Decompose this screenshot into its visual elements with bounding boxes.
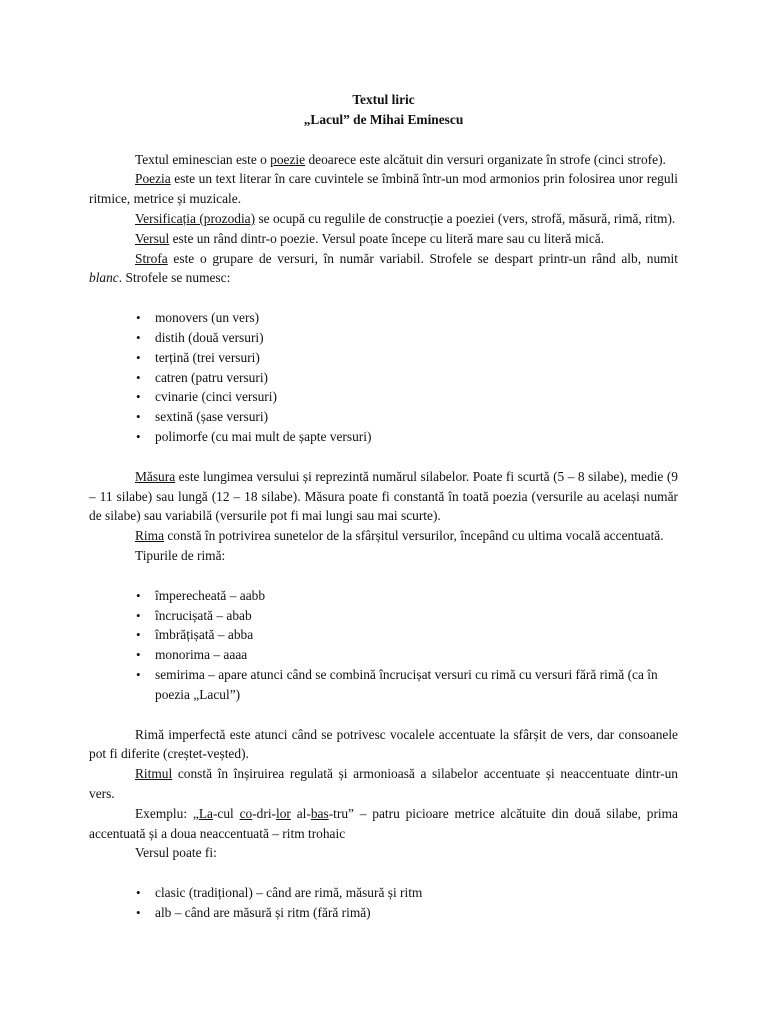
text: este un rând dintr-o poezie. Versul poate începe cu literă mare sau cu literă mică. xyxy=(169,230,605,246)
stressed-syllable: co xyxy=(239,805,253,821)
text: deoarece este alcătuit din versuri organizate în strofe (cinci strofe). xyxy=(305,151,666,167)
list-item: • polimorfe (cu mai mult de șapte versuri) xyxy=(89,427,678,447)
paragraph-ritmul xyxy=(89,764,678,804)
text: al- xyxy=(290,805,311,821)
document-page xyxy=(89,90,678,923)
term-versificatia: Versificația (prozodia) xyxy=(135,210,256,226)
label-versul-poate-fi: Versul poate fi: xyxy=(135,845,217,861)
stressed-syllable: La xyxy=(198,805,213,821)
label-tipuri-rima: Tipurile de rimă: xyxy=(135,547,226,563)
term-poezia: Poezia xyxy=(135,171,171,187)
text: -cul xyxy=(212,805,240,821)
text: constă în înșiruirea regulată și armonioasă a silabelor accentuate și neaccentuate dintr-un vers. xyxy=(89,766,678,801)
text: este un text literar în care cuvintele se îmbină într-un mod armonios prin folosirea unor reguli ritmice, metrice și muzicale. xyxy=(89,171,678,207)
term-ritmul: Ritmul xyxy=(135,766,173,782)
paragraph-versificatia xyxy=(89,209,678,229)
term-rima: Rima xyxy=(135,528,165,544)
paragraph-rima-imperfecta: Rimă imperfectă este atunci când se potrivesc vocalele accentuate la sfârșit de vers, dar consoanele pot fi diferite (creștet-veșted). xyxy=(89,726,678,762)
text: -tru” – patru picioare metrice alcătuite din două silabe, prima accentuată și a doua neaccentuată – ritm trohaic xyxy=(89,805,678,841)
paragraph-poezie xyxy=(89,150,678,170)
strofe-list xyxy=(89,308,678,447)
document-subtitle: „Lacul” de Mihai Eminescu xyxy=(303,111,464,127)
term-versul: Versul xyxy=(135,230,170,246)
term-blanc: blanc xyxy=(89,270,119,286)
document-title: Textul liric xyxy=(352,92,415,107)
list-item: • cvinarie (cinci versuri) xyxy=(89,387,678,407)
term-strofa: Strofa xyxy=(135,250,168,266)
rime-list xyxy=(89,586,678,705)
text: Exemplu: „ xyxy=(135,805,199,821)
text: . Strofele se numesc: xyxy=(118,270,231,286)
list-item: • împerecheată – aabb xyxy=(89,586,678,606)
list-item: • sextină (șase versuri) xyxy=(89,407,678,427)
list-item: • alb – când are măsură și ritm (fără rimă) xyxy=(89,903,678,923)
text: se ocupă cu regulile de construcție a poeziei (vers, strofă, măsură, rimă, ritm). xyxy=(255,210,676,226)
list-item: • clasic (tradițional) – când are rimă, măsură și ritm xyxy=(89,883,678,903)
text: Textul eminescian este o xyxy=(135,151,271,167)
paragraph-poezia-def xyxy=(89,169,678,209)
list-item: • catren (patru versuri) xyxy=(89,368,678,388)
paragraph-masura xyxy=(89,467,678,526)
term-masura: Măsura xyxy=(135,468,176,484)
paragraph-exemplu xyxy=(89,804,678,844)
list-item: • îmbrățișată – abba xyxy=(89,625,678,645)
stressed-syllable: lor xyxy=(276,805,291,821)
term-poezie: poezie xyxy=(270,151,306,167)
paragraph-versul xyxy=(89,229,678,249)
tipuri-vers-list xyxy=(89,883,678,923)
text: este o grupare de versuri, în număr variabil. Strofele se despart printr-un rând alb, numit xyxy=(167,250,678,266)
list-item: • terțină (trei versuri) xyxy=(89,348,678,368)
paragraph-strofa xyxy=(89,249,678,289)
list-item: • distih (două versuri) xyxy=(89,328,678,348)
list-item: • semirima – apare atunci când se combină încrucișat versuri cu rimă cu versuri fără rimă (ca în poezia „Lacul”) xyxy=(89,665,678,705)
list-item: • încrucișată – abab xyxy=(89,606,678,626)
text: constă în potrivirea sunetelor de la sfârșitul versurilor, începând cu ultima vocală accentuată. xyxy=(164,528,664,544)
list-item: • monorima – aaaa xyxy=(89,645,678,665)
list-item: • monovers (un vers) xyxy=(89,308,678,328)
stressed-syllable: bas xyxy=(310,805,329,821)
paragraph-rima xyxy=(89,526,678,546)
text: este lungimea versului și reprezintă numărul silabelor. Poate fi scurtă (5 – 8 silabe), medie (9 – 11 silabe) sau lungă (12 – 18 silabe). Măsura poate fi constantă în toată poezia (versurile au același număr de silabe) sau variabilă (versurile pot fi mai lungi sau mai scurte). xyxy=(89,468,678,524)
text: -dri- xyxy=(252,805,277,821)
